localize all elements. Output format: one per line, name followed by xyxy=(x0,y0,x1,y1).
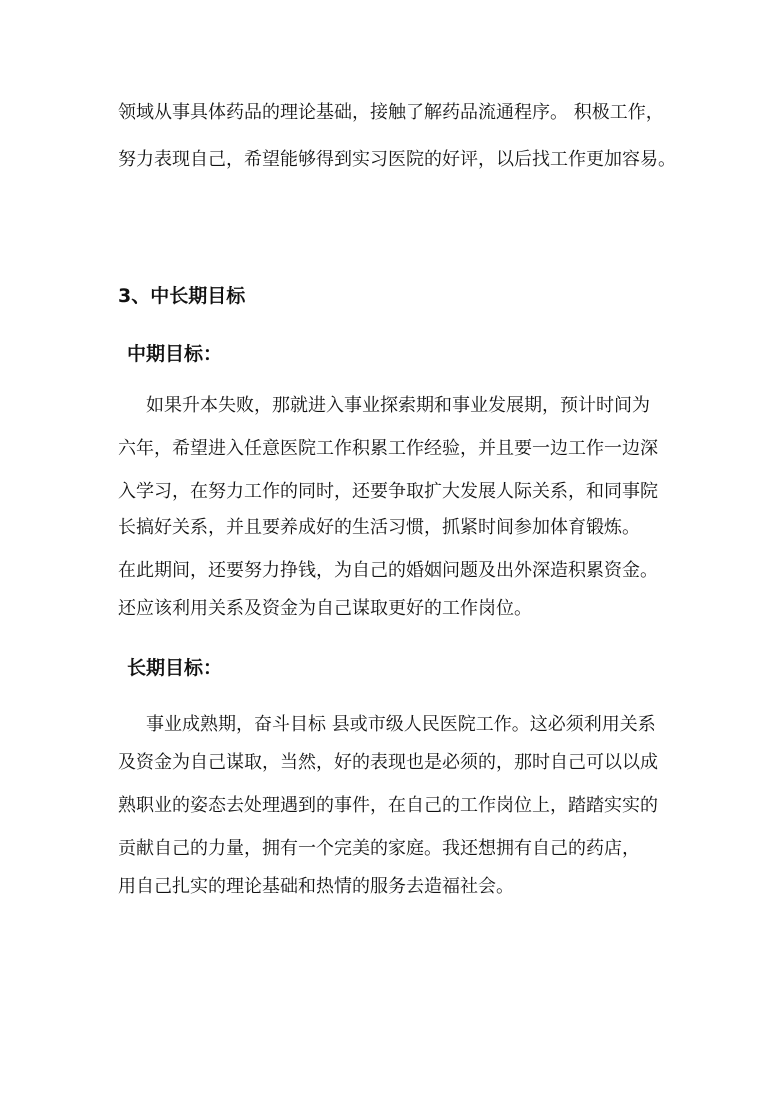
mid-term-line-2: 六年，希望进入任意医院工作积累工作经验，并且要一边工作一边深 xyxy=(118,438,658,459)
long-term-heading: 长期目标： xyxy=(127,657,223,679)
mid-term-line-6: 还应该利用关系及资金为自己谋取更好的工作岗位。 xyxy=(118,598,532,619)
mid-term-line-1: 如果升本失败，那就进入事业探索期和事业发展期，预计时间为 xyxy=(146,395,650,416)
mid-term-line-5: 在此期间，还要努力挣钱，为自己的婚姻问题及出外深造积累资金。 xyxy=(118,560,658,581)
long-term-line-5: 用自己扎实的理论基础和热情的服务去造福社会。 xyxy=(118,876,514,897)
long-term-line-2: 及资金为自己谋取，当然，好的表现也是必须的，那时自己可以以成 xyxy=(118,752,658,773)
mid-term-heading: 中期目标： xyxy=(127,343,223,365)
intro-line-1: 领域从事具体药品的理论基础，接触了解药品流通程序。 积极工作， xyxy=(118,102,664,123)
long-term-line-1: 事业成熟期，奋斗目标 县或市级人民医院工作。这必须利用关系 xyxy=(146,714,656,735)
long-term-line-4: 贡献自己的力量，拥有一个完美的家庭。我还想拥有自己的药店， xyxy=(118,838,640,859)
mid-term-line-3: 入学习，在努力工作的同时，还要争取扩大发展人际关系，和同事院 xyxy=(118,481,658,502)
section-title: 3、中长期目标 xyxy=(118,285,246,307)
intro-line-2: 努力表现自己，希望能够得到实习医院的好评，以后找工作更加容易。 xyxy=(118,149,676,170)
mid-term-line-4: 长搞好关系，并且要养成好的生活习惯，抓紧时间参加体育锻炼。 xyxy=(118,517,640,538)
long-term-line-3: 熟职业的姿态去处理遇到的事件，在自己的工作岗位上，踏踏实实的 xyxy=(118,795,658,816)
